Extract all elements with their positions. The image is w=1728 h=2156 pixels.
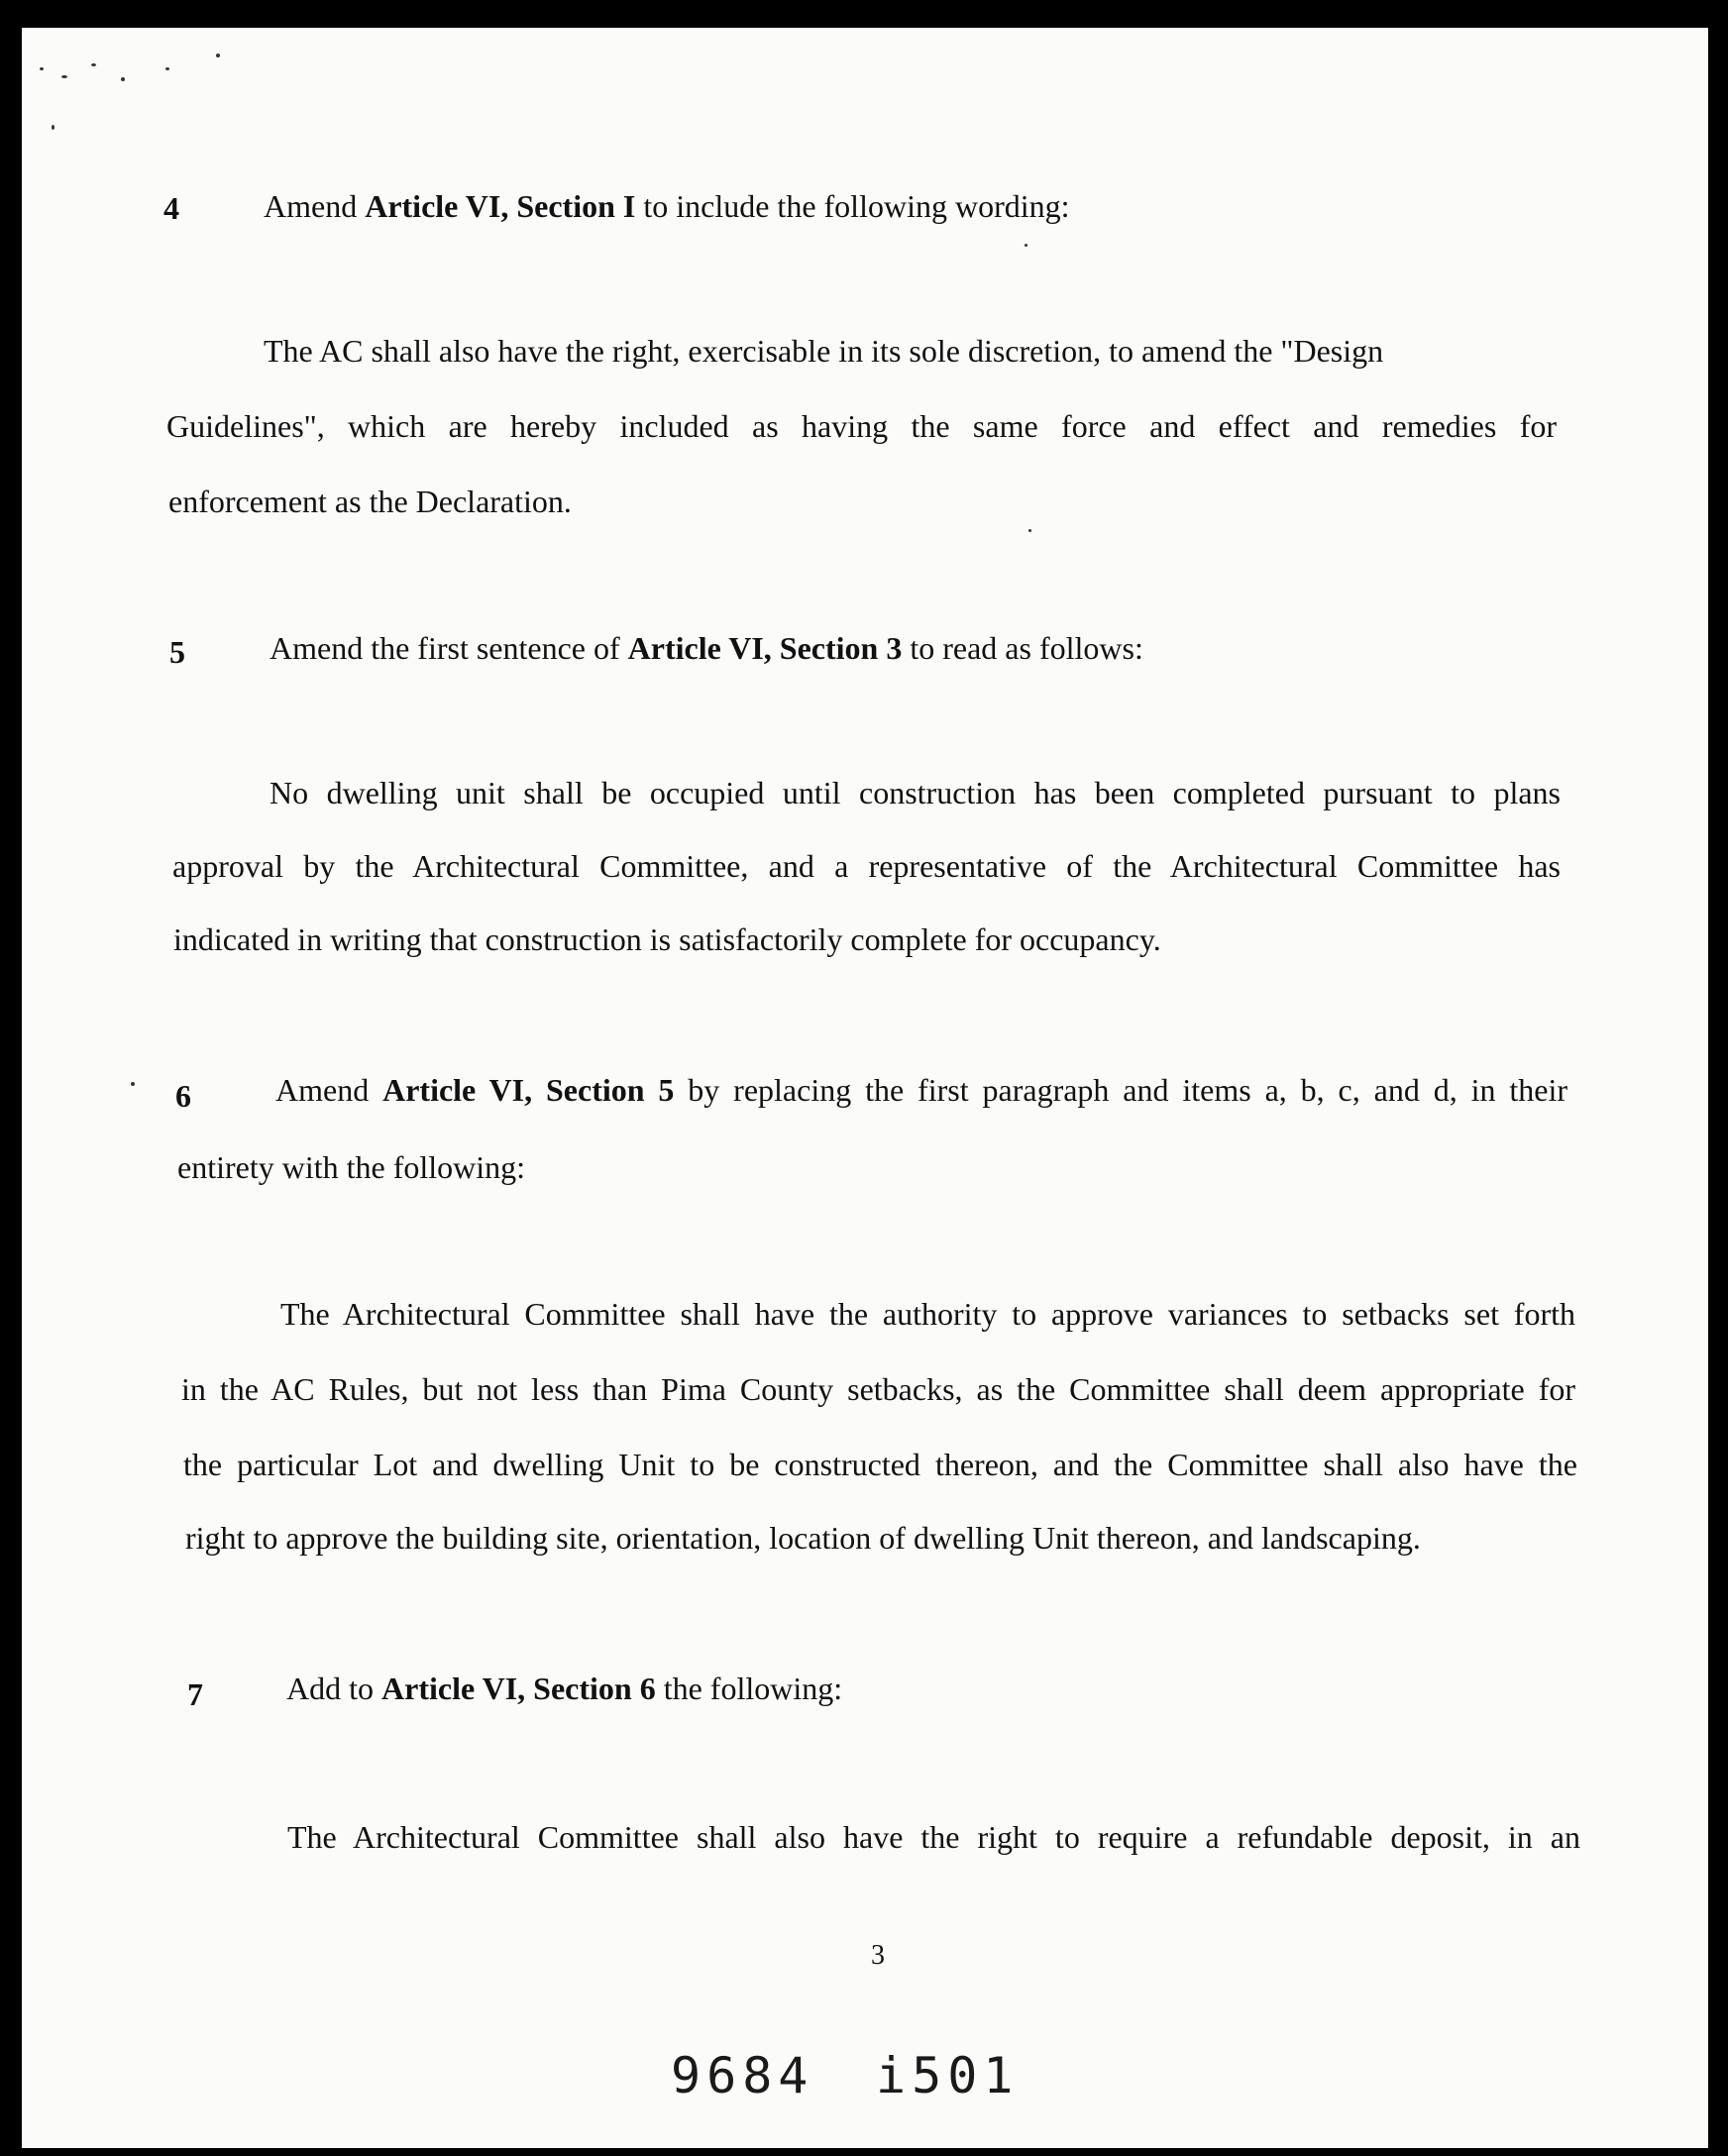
page-number: 3 [871,1940,885,1971]
scan-border-top [0,0,1728,6]
article-reference: Article VI, Section 6 [381,1671,656,1706]
scan-speck [216,54,220,57]
scan-speck [1025,244,1027,247]
article-reference: Article VI, Section I [365,188,636,224]
article-reference: Article VI, Section 3 [627,630,903,666]
body-line: The AC shall also have the right, exercisable in its sole discretion, to amend the "Design [264,333,1384,369]
item-number: 4 [163,190,179,226]
item-heading [286,1672,842,1704]
heading-tail: the following: [655,1671,843,1706]
heading-lead: Amend [264,188,366,224]
scan-speck [52,125,54,130]
body-line: right to approve the building site, orientation, location of dwelling Unit thereon, and landscaping. [185,1520,1421,1556]
body-line: in the AC Rules, but not less than Pima County setbacks, as the Committee shall deem appropriate for [181,1371,1575,1407]
recording-stamp-page: i501 [876,2047,1020,2104]
heading-continuation: entirety with the following: [177,1149,526,1185]
item-heading [264,190,1070,222]
scan-speck [131,1082,135,1086]
item-number: 5 [169,634,185,670]
heading-tail: to read as follows: [902,630,1143,666]
heading-lead: Amend [275,1072,383,1108]
scan-speck [91,63,96,66]
item-number: 6 [175,1078,191,1114]
body-line: Guidelines", which are hereby included as having the same force and effect and remedies for [166,408,1557,444]
scan-speck [165,67,169,70]
recording-stamp-docket: 9684 [671,2047,814,2104]
body-line: the particular Lot and dwelling Unit to be constructed thereon, and the Committee shall also have the [183,1447,1577,1482]
heading-lead: Add to [286,1671,381,1706]
document-page [22,28,1708,2148]
body-line: No dwelling unit shall be occupied until construction has been completed pursuant to plans [270,775,1561,810]
item-number: 7 [187,1676,203,1712]
scan-speck [1028,529,1031,532]
heading-tail: to include the following wording: [635,188,1070,224]
body-line: enforcement as the Declaration. [168,484,572,519]
item-heading [275,1074,1567,1106]
scan-speck [121,77,125,81]
article-reference: Article VI, Section 5 [382,1072,675,1108]
scan-speck [61,75,67,78]
item-heading [270,632,1143,664]
body-line: indicated in writing that construction is satisfactorily complete for occupancy. [173,921,1161,957]
heading-tail: by replacing the first paragraph and items a, b, c, and d, in their [674,1072,1568,1108]
body-line: The Architectural Committee shall also have the right to require a refundable deposit, in an [287,1819,1580,1855]
body-line: The Architectural Committee shall have the authority to approve variances to setbacks set forth [280,1296,1575,1332]
scan-speck [40,67,44,70]
heading-lead: Amend the first sentence of [270,630,628,666]
body-line: approval by the Architectural Committee, and a representative of the Architectural Committee has [172,848,1561,884]
